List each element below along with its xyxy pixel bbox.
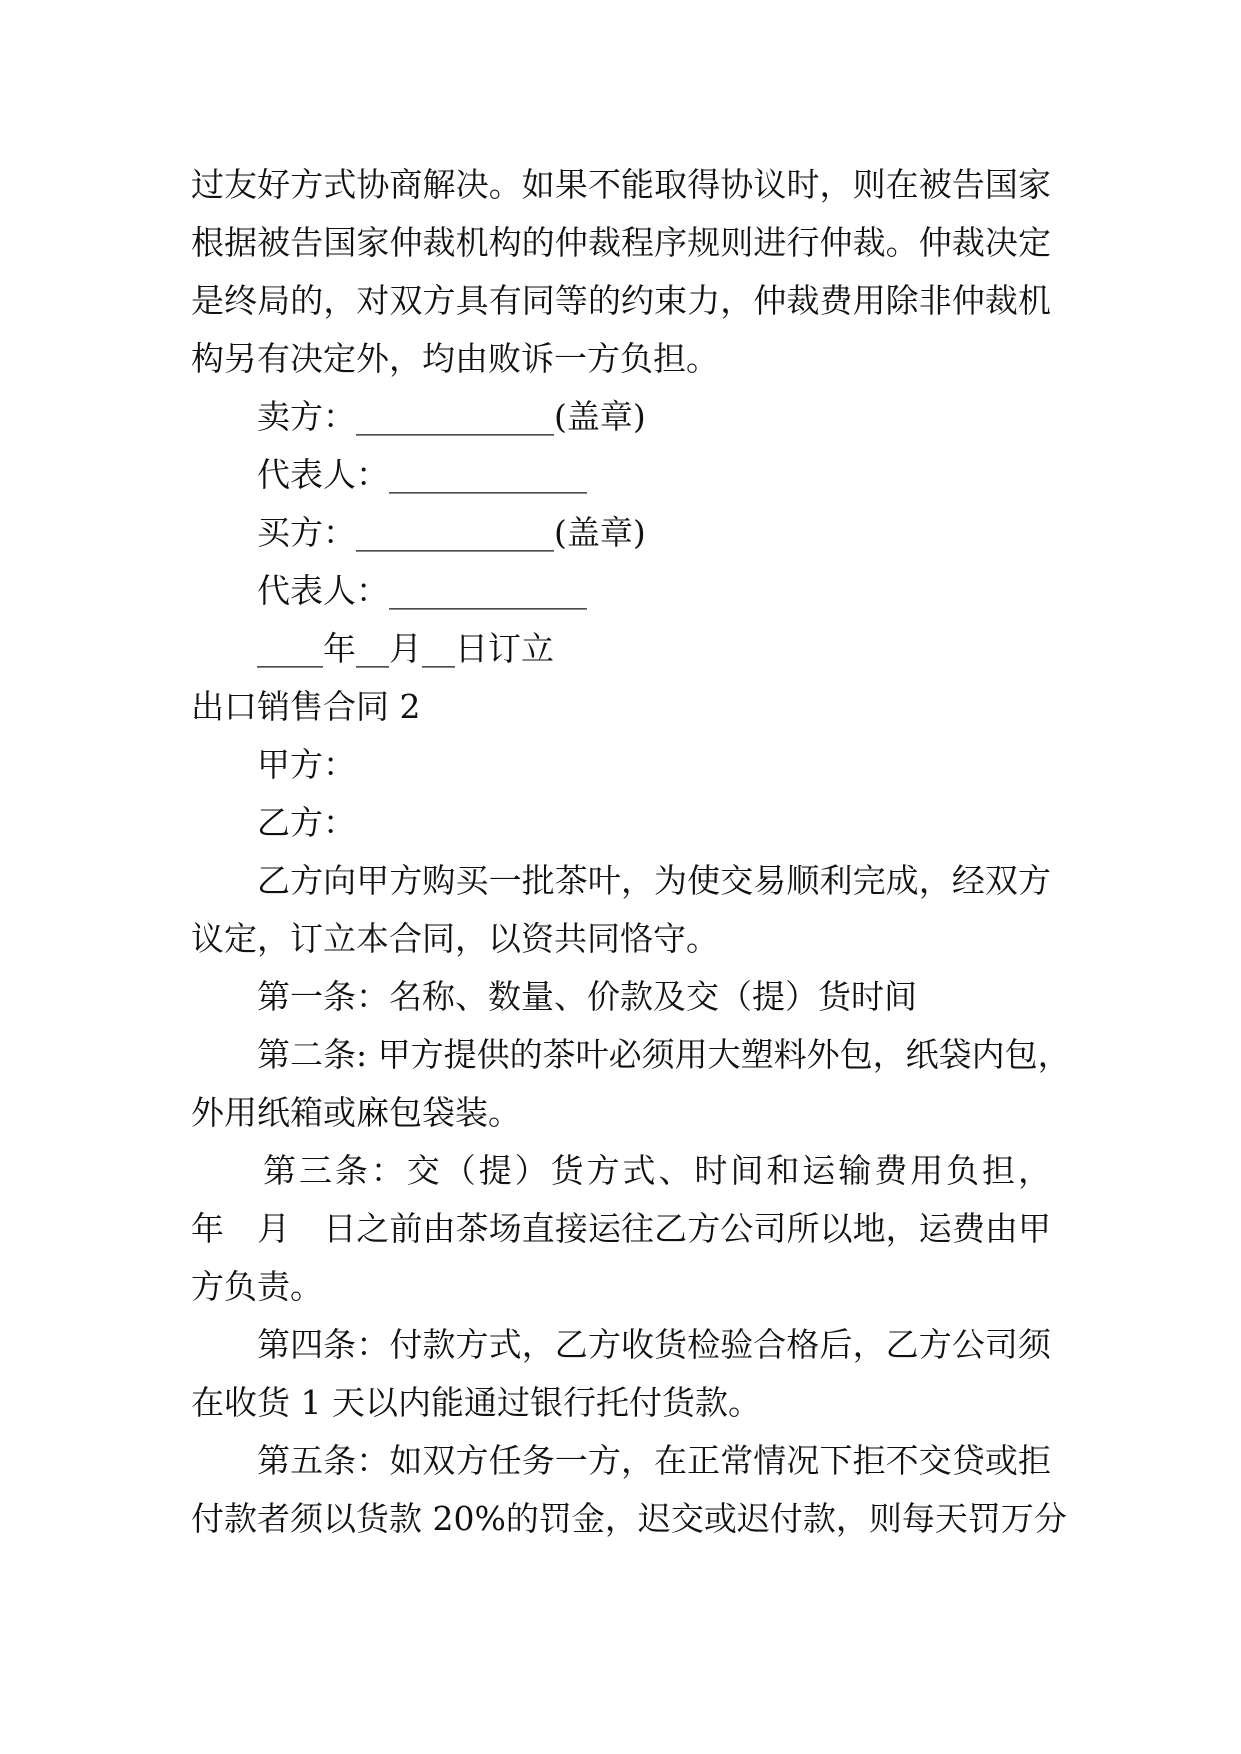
seller-signature-line: 卖方：____________(盖章)	[257, 397, 646, 436]
party-a-line: 甲方：	[257, 745, 356, 784]
party-b-line: 乙方：	[257, 803, 356, 842]
paragraph-line: 在收货 1 天以内能通过银行托付货款。	[191, 1383, 761, 1422]
seller-representative-line: 代表人：____________	[257, 455, 587, 494]
paragraph-line: 根据被告国家仲裁机构的仲裁程序规则进行仲裁。仲裁决定	[191, 223, 1051, 262]
paragraph-line: 过友好方式协商解决。如果不能取得协议时，则在被告国家	[191, 165, 1051, 204]
paragraph-line: 议定，订立本合同，以资共同恪守。	[191, 919, 719, 958]
article-1-line: 第一条：名称、数量、价款及交（提）货时间	[257, 977, 917, 1016]
article-3-line: 第三条：交（提）货方式、时间和运输费用负担，	[263, 1151, 1051, 1190]
paragraph-line: 付款者须以货款 20%的罚金，迟交或迟付款，则每天罚万分	[191, 1499, 1067, 1538]
date-line: ____年__月__日订立	[257, 629, 554, 668]
paragraph-line: 是终局的，对双方具有同等的约束力，仲裁费用除非仲裁机	[191, 281, 1051, 320]
paragraph-line: 构另有决定外，均由败诉一方负担。	[191, 339, 719, 378]
article-5-line: 第五条：如双方任务一方，在正常情况下拒不交贷或拒	[257, 1441, 1051, 1480]
paragraph-line: 年 月 日之前由茶场直接运往乙方公司所以地，运费由甲	[191, 1209, 1051, 1248]
buyer-signature-line: 买方：____________(盖章)	[257, 513, 646, 552]
paragraph-line: 方负责。	[191, 1267, 323, 1306]
section-title: 出口销售合同 2	[191, 687, 421, 726]
article-2-line: 第二条: 甲方提供的茶叶必须用大塑料外包，纸袋内包，	[257, 1035, 1071, 1074]
article-4-line: 第四条：付款方式，乙方收货检验合格后，乙方公司须	[257, 1325, 1051, 1364]
paragraph-line: 外用纸箱或麻包袋装。	[191, 1093, 521, 1132]
buyer-representative-line: 代表人：____________	[257, 571, 587, 610]
paragraph-line: 乙方向甲方购买一批茶叶，为使交易顺利完成，经双方	[257, 861, 1051, 900]
